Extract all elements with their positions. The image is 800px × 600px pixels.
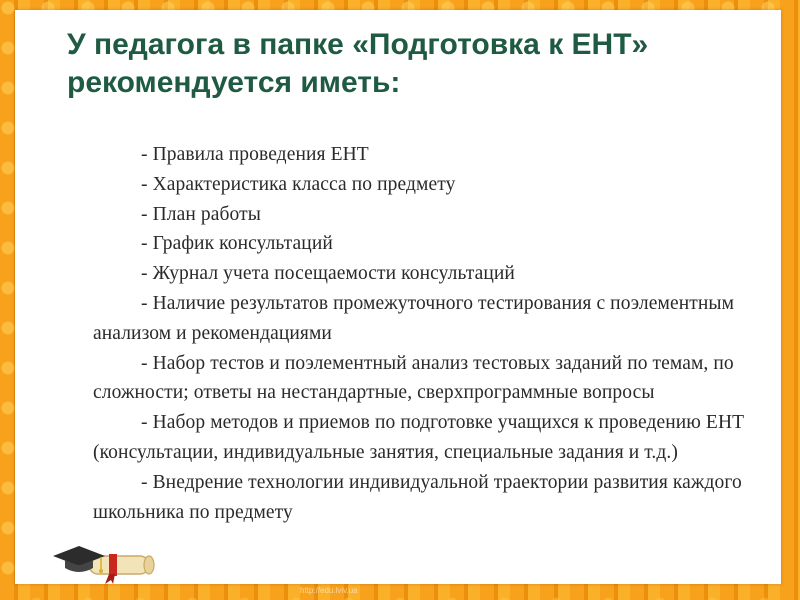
list-item: - График консультаций: [141, 233, 333, 255]
watermark-text: http://edu.lviv.ua: [300, 586, 358, 595]
slide-body: [93, 140, 783, 527]
diploma-scroll-icon: [49, 534, 159, 584]
list-item: - Внедрение технологии индивидуальной траектории развития каждого: [141, 471, 742, 493]
slide-panel: [15, 10, 781, 584]
list-item: - Набор тестов и поэлементный анализ тестовых заданий по темам, по: [141, 352, 734, 374]
list-item: - Правила проведения ЕНТ: [141, 144, 369, 165]
slide-title: У педагога в папке «Подготовка к ЕНТ» рекомендуется иметь:: [67, 28, 649, 99]
list-item-continuation: школьника по предмету: [93, 501, 293, 523]
list-item-continuation: анализом и рекомендациями: [93, 322, 332, 344]
list-item: - Журнал учета посещаемости консультаций: [141, 263, 515, 285]
list-item: - Набор методов и приемов по подготовке учащихся к проведению ЕНТ: [141, 412, 745, 434]
list-item-continuation: сложности; ответы на нестандартные, сверхпрограммные вопросы: [93, 382, 655, 404]
list-item-continuation: (консультации, индивидуальные занятия, специальные задания и т.д.): [93, 441, 678, 463]
list-item: - Наличие результатов промежуточного тестирования с поэлементным: [141, 292, 735, 314]
list-item: - Характеристика класса по предмету: [141, 173, 456, 195]
list-item: - План работы: [141, 203, 261, 225]
